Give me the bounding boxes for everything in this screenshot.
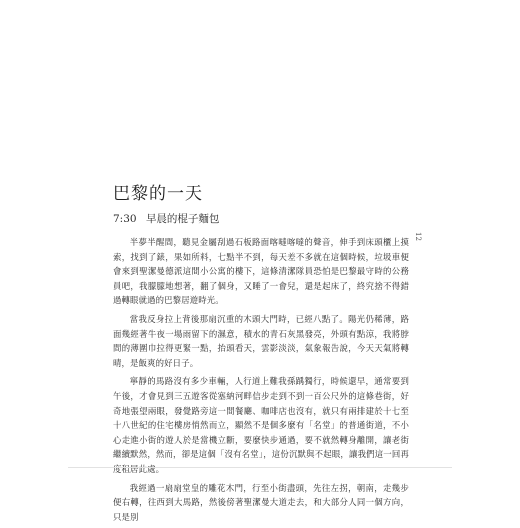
chapter-title: 巴黎的一天 bbox=[113, 184, 203, 204]
body-text bbox=[113, 235, 409, 528]
paragraph: 寧靜的馬路沒有多少車輛，人行道上難我孫踽獨行，時候還早，通常要到午後，才會見到三五遊客從塞納河畔信步走到不到一百公尺外的這條巷街，好奇地張望兩眼，發覺路旁這一間餐廳、咖啡店也沒有，就只有兩排建於十七至十八世紀的住宅樓房悄然而立，顯然不是個多麼有「名堂」的普通街道，不小心走進小街的遊人於是當機立斷，要麼快步通過，要不就然轉身離開，讓老街繼續默然，然而，卻是這個「沒有名堂」，這份沉默與不起眼，讓我們這一回再度租居此處。 bbox=[113, 376, 409, 474]
section-time: 7:30 bbox=[113, 213, 137, 225]
section-heading bbox=[113, 211, 219, 226]
paragraph: 當我反身拉上背後那扇沉重的木頭大門時，已經八點了。陽光仍稀薄，路面幾經著牛夜一場雨留下的濕意，積水的青石灰黑發亮，外頭有點涼，我將脖間的薄圍巾拉得更緊一點，抬頭看天，雲影淡淡，氣象報告說，今天天氣將轉晴，是飯爽的好日子。 bbox=[113, 313, 409, 368]
page-number: 12 bbox=[414, 232, 422, 241]
paragraph: 我經過一扇扇堂皇的雕花木門，行至小街盡頭，先往左拐，朝南，走幾步便右轉，往西到大馬路，然後傍著聖潔曼大道走去，和大部分人同一個方向，只是別 bbox=[113, 482, 409, 522]
paragraph: 半夢半醒間，聽見金屬刮過石板路面喀噠喀噠的聲音，伸手到床頭櫃上摸索，找到了錶，果如所料，七點半不到，每天差不多就在這個時候，垃圾車便會來到聖潔曼德派這間小公寓的樓下，這條清潔隊員恐怕是巴黎最守時的公務員吧，我朦朦地想著，翻了個身，又睡了一會兒，還是起床了，終究捨不得錯過轉眼就過的巴黎居遊時光。 bbox=[113, 237, 409, 306]
footer-divider bbox=[68, 467, 452, 468]
section-title: 早晨的棍子麵包 bbox=[145, 213, 220, 225]
